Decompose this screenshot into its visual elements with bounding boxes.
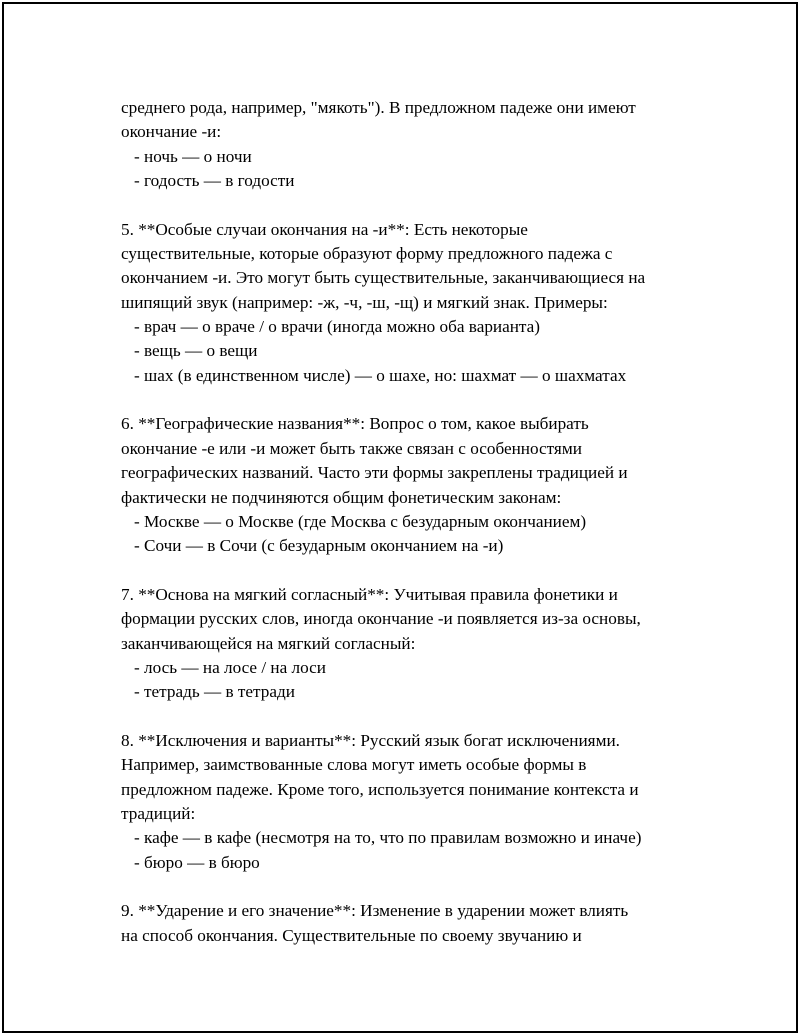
text-line: фактически не подчиняются общим фонетическим законам: — [121, 487, 562, 507]
text-line: Например, заимствованные слова могут иметь особые формы в — [121, 755, 587, 775]
example-line: - Сочи — в Сочи (с безударным окончанием на -и) — [134, 536, 504, 556]
text-line: 8. **Исключения и варианты**: Русский язык богат исключениями. — [121, 730, 620, 750]
example-line: - вещь — о вещи — [134, 341, 258, 361]
text-line: окончанием -и. Это могут быть существительные, заканчивающиеся на — [121, 268, 646, 288]
text-line: формации русских слов, иногда окончание -и появляется из-за основы, — [121, 609, 641, 629]
text-line: предложном падеже. Кроме того, используется понимание контекста и — [121, 779, 639, 799]
text-line: 7. **Основа на мягкий согласный**: Учитывая правила фонетики и — [121, 584, 618, 604]
text-line: географических названий. Часто эти формы закреплены традицией и — [121, 463, 628, 483]
example-line: - шах (в единственном числе) — о шахе, но: шахмат — о шахматах — [134, 365, 627, 385]
text-line: окончание -и: — [121, 122, 222, 142]
example-line: - кафе — в кафе (несмотря на то, что по правилам возможно и иначе) — [134, 828, 642, 848]
paragraph-gap — [121, 875, 721, 899]
text-line: шипящий звук (например: -ж, -ч, -ш, -щ) и мягкий знак. Примеры: — [121, 292, 608, 312]
paragraph-gap — [121, 388, 721, 412]
text-line: 5. **Особые случаи окончания на -и**: Есть некоторые — [121, 219, 528, 239]
text-line: на способ окончания. Существительные по своему звучанию и — [121, 925, 582, 945]
text-line: 6. **Географические названия**: Вопрос о том, какое выбирать — [121, 414, 589, 434]
document-body — [121, 96, 721, 948]
text-line: 9. **Ударение и его значение**: Изменение в ударении может влиять — [121, 901, 629, 921]
example-line: - годость — в годости — [134, 171, 295, 191]
text-line: среднего рода, например, "мякоть"). В предложном падеже они имеют — [121, 98, 636, 117]
example-line: - бюро — в бюро — [134, 852, 260, 872]
text-line: традиций: — [121, 803, 196, 823]
example-line: - врач — о враче / о врачи (иногда можно оба варианта) — [134, 317, 541, 337]
example-line: - ночь — о ночи — [134, 146, 252, 166]
example-line: - тетрадь — в тетради — [134, 682, 295, 702]
text-line: существительные, которые образуют форму предложного падежа с — [121, 244, 613, 264]
text-line: заканчивающейся на мягкий согласный: — [121, 633, 416, 653]
paragraph-gap — [121, 559, 721, 583]
paragraph-gap — [121, 193, 721, 217]
paragraph-gap — [121, 705, 721, 729]
text-line: окончание -е или -и может быть также связан с особенностями — [121, 438, 582, 458]
example-line: - Москве — о Москве (где Москва с безударным окончанием) — [134, 511, 587, 531]
page-frame — [2, 2, 798, 1033]
example-line: - лось — на лосе / на лоси — [134, 657, 326, 677]
